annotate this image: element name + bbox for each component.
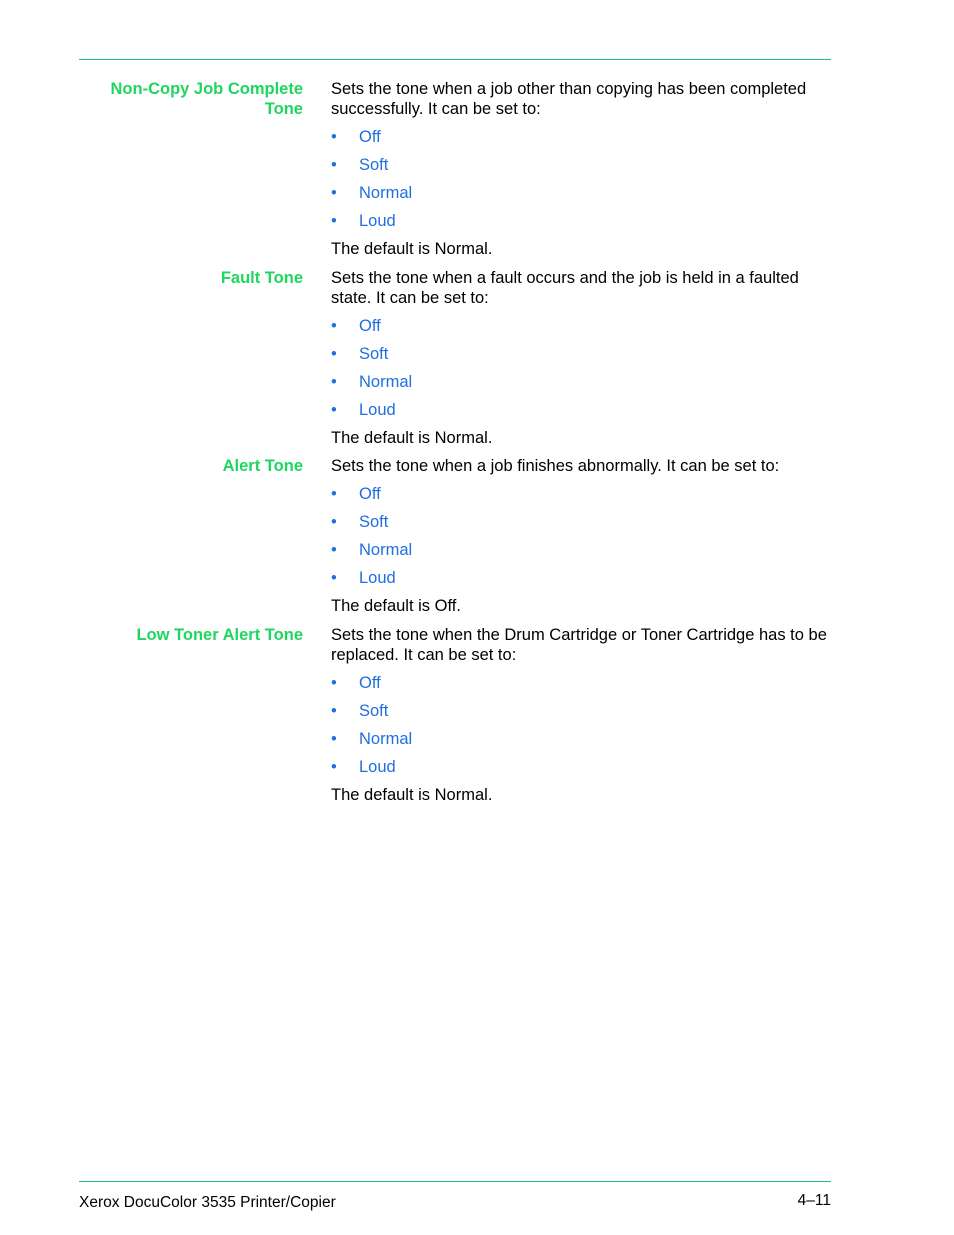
term-description [331, 79, 831, 263]
option-label: Normal [359, 730, 413, 748]
option-label: Off [359, 128, 381, 146]
option-label: Normal [359, 184, 413, 202]
bullet-icon: • [331, 758, 337, 776]
option-label: Soft [359, 702, 389, 720]
option-label: Loud [359, 212, 396, 230]
option-label: Loud [359, 569, 396, 587]
bullet-icon: • [331, 702, 337, 720]
option-label: Loud [359, 401, 396, 419]
option-label: Off [359, 317, 381, 335]
bullet-icon: • [331, 345, 337, 363]
footer-product-name: Xerox DocuColor 3535 Printer/Copier [79, 1194, 336, 1211]
bullet-icon: • [331, 485, 337, 503]
list-item [331, 669, 831, 697]
option-label: Off [359, 485, 381, 503]
description-text: Sets the tone when a fault occurs and the job is held in a faulted state. It can be set to: [331, 269, 799, 307]
list-item [331, 312, 831, 340]
description-text: Sets the tone when a job other than copying has been completed successfully. It can be set to: [331, 80, 807, 118]
list-item [331, 340, 831, 368]
bullet-icon: • [331, 317, 337, 335]
list-item [331, 508, 831, 536]
list-item [331, 396, 831, 424]
option-label: Loud [359, 758, 396, 776]
term-description [331, 625, 831, 809]
list-item [331, 697, 831, 725]
default-note: The default is Normal. [331, 429, 493, 447]
term-description [331, 268, 831, 452]
bullet-icon: • [331, 569, 337, 587]
list-item [331, 536, 831, 564]
footer-rule [79, 1181, 831, 1182]
bullet-icon: • [331, 674, 337, 692]
bullet-icon: • [331, 541, 337, 559]
list-item [331, 564, 831, 592]
bullet-icon: • [331, 401, 337, 419]
option-label: Normal [359, 541, 413, 559]
option-list [331, 312, 831, 424]
list-item [331, 123, 831, 151]
term-heading: Low Toner Alert Tone [136, 626, 303, 644]
footer-page-number: 4–11 [797, 1192, 831, 1209]
term-heading: Alert Tone [222, 457, 303, 475]
option-list [331, 480, 831, 592]
default-note: The default is Off. [331, 597, 461, 615]
list-item [331, 368, 831, 396]
bullet-icon: • [331, 128, 337, 146]
default-note: The default is Normal. [331, 240, 493, 258]
term-description [331, 456, 831, 620]
description-text: Sets the tone when the Drum Cartridge or Toner Cartridge has to be replaced. It can be set to: [331, 626, 827, 664]
list-item [331, 151, 831, 179]
default-note: The default is Normal. [331, 786, 493, 804]
option-label: Normal [359, 373, 413, 391]
list-item [331, 725, 831, 753]
description-text: Sets the tone when a job finishes abnormally. It can be set to: [331, 457, 780, 475]
option-list [331, 123, 831, 235]
term-heading: Fault Tone [220, 269, 303, 287]
option-label: Soft [359, 513, 389, 531]
header-rule [79, 59, 831, 60]
option-label: Soft [359, 345, 389, 363]
list-item [331, 480, 831, 508]
option-label: Off [359, 674, 381, 692]
list-item [331, 753, 831, 781]
bullet-icon: • [331, 184, 337, 202]
list-item [331, 179, 831, 207]
bullet-icon: • [331, 212, 337, 230]
option-label: Soft [359, 156, 389, 174]
term-heading: Non-Copy Job Complete Tone [110, 80, 303, 118]
bullet-icon: • [331, 373, 337, 391]
list-item [331, 207, 831, 235]
bullet-icon: • [331, 513, 337, 531]
bullet-icon: • [331, 156, 337, 174]
option-list [331, 669, 831, 781]
bullet-icon: • [331, 730, 337, 748]
